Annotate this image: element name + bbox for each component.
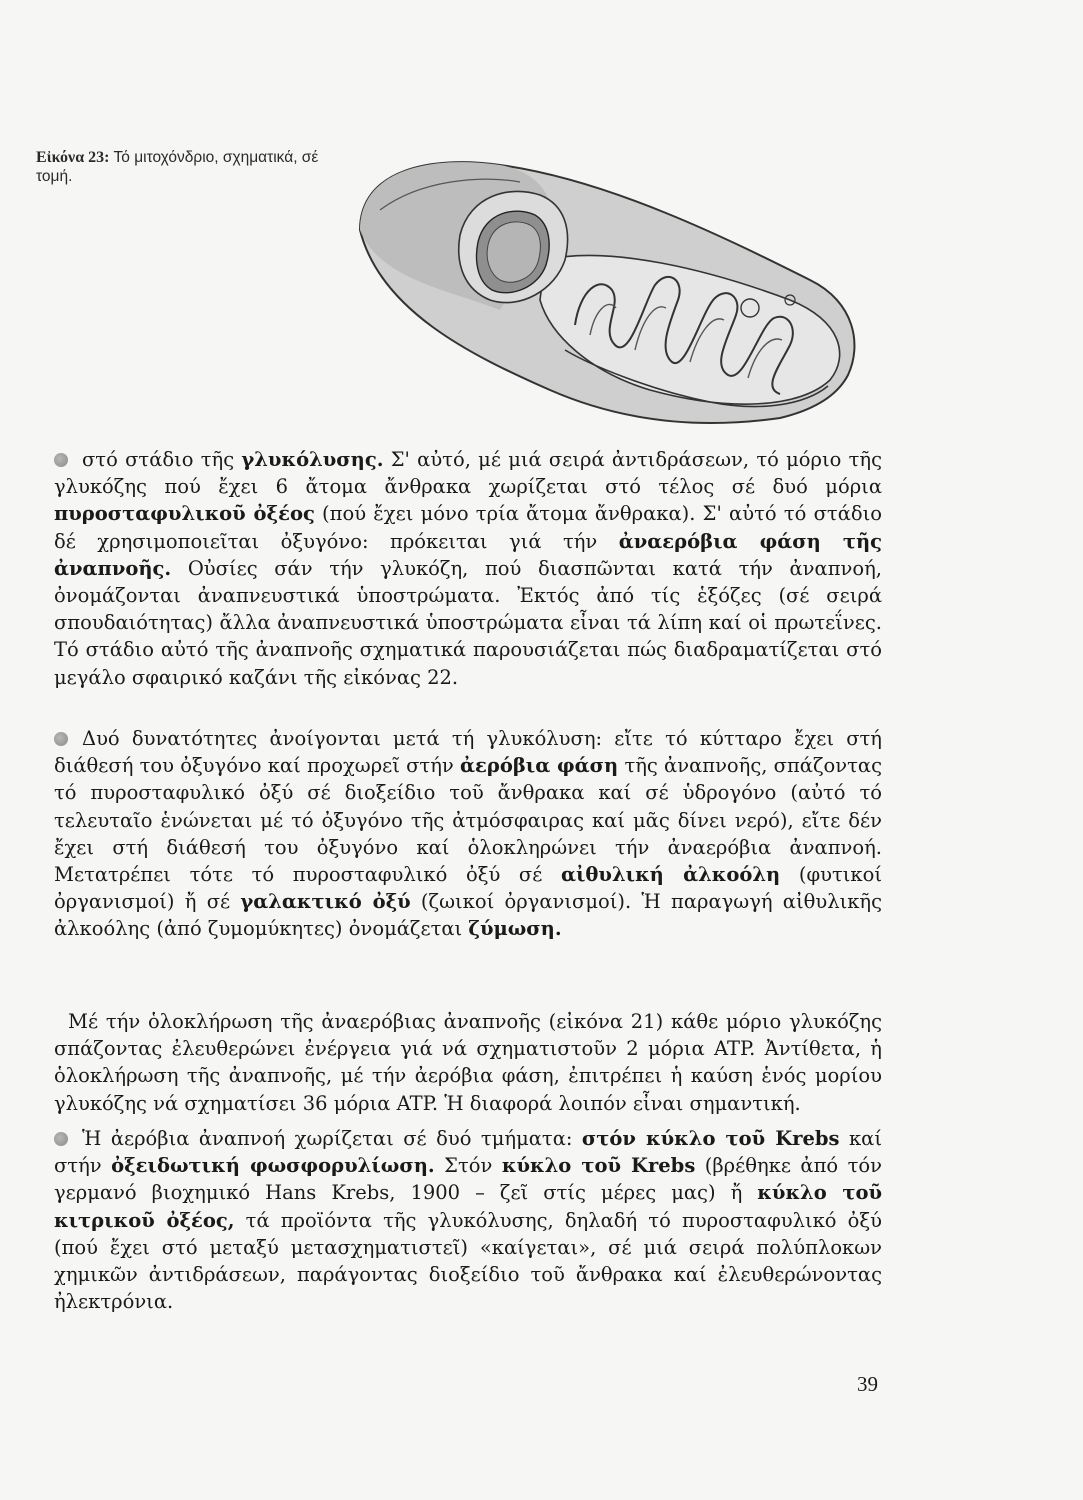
text-span: στό στάδιο τῆς — [82, 448, 242, 471]
bold-term: γλυκόλυσης. — [241, 448, 384, 471]
mitochondrion-figure — [350, 150, 870, 432]
text-span: τά προϊόντα τῆς γλυκόλυσης, δηλαδή τό πυροσταφυλικό ὀξύ (πού ἔχει στό μεταξύ μετασχηματιστεῖ) «καίγεται», σέ μιά σειρά πολύπλοκων χημικῶν ἀντιδράσεων, παράγοντας διοξείδιο τοῦ ἄνθρακα καί ἐλευθερώνοντας ἠλεκτρόνια. — [54, 1208, 882, 1314]
bold-term: ἀερόβια φάση — [459, 754, 619, 778]
paragraph-atp-comparison: Μέ τήν ὁλοκλήρωση τῆς ἀναερόβιας ἀναπνοῆς (εἰκόνα 21) κάθε μόριο γλυκόζης σπάζοντας ἐλευθερώνει ἐνέργεια γιά νά σχηματιστοῦν 2 μόρια ATP. Ἀντίθετα, ἡ ὁλοκλήρωση τῆς ἀναπνοῆς, μέ τήν ἀερόβια φάση, ἐπιτρέπει ἡ καύση ἑνός μορίου γλυκόζης νά σχηματίσει 36 μόρια ATP. Ἡ διαφορά λοιπόν εἶναι σημαντική. — [54, 1010, 882, 1115]
text-span: τῆς ἀναπνοῆς, σπάζοντας τό πυροσταφυλικό ὀξύ σέ διοξείδιο τοῦ ἄνθρακα καί σέ ὑδρογόνο (αὐτό τό τελευταῖο ἑνώνεται μέ τό ὀξυγόνο τῆς ἀτμόσφαιρας καί μᾶς δίνει νερό), εἴτε δέν ἔχει στή διάθεσή του ὀξυγόνο καί ὁλοκληρώνει τήν ἀναερόβια ἀναπνοή. Μετατρέπει τότε τό πυροσταφυλικό ὀξύ σέ — [54, 754, 883, 887]
text-span: Σ' αὐτό, μέ μιά σειρά ἀντιδράσεων, τό μόριο τῆς γλυκόζης πού ἔχει 6 ἄτομα ἄνθρακα χωρίζεται στό τέλος σέ δυό μόρια — [54, 448, 882, 499]
text-span: Στόν — [434, 1154, 502, 1178]
bold-term: κύκλο τοῦ Krebs — [501, 1154, 696, 1178]
bullet-icon — [54, 453, 68, 467]
paragraph-two-possibilities — [54, 725, 882, 943]
figure-caption — [36, 148, 336, 186]
bold-term: κύκλο τοῦ κιτρικοῦ ὀξέος, — [54, 1181, 883, 1232]
bold-term: πυροσταφυλικοῦ ὀξέος — [54, 502, 315, 526]
text-span: (πού ἔχει μόνο τρία ἄτομα ἄνθρακα). Σ' αὐτό τό στάδιο δέ χρησιμοποιεῖται ὀξυγόνο: πρόκειται γιά τήν — [54, 502, 882, 553]
paragraph-glycolysis — [54, 446, 882, 691]
bold-term: γαλακτικό ὀξύ — [240, 890, 411, 914]
text-span: (ζωικοί ὀργανισμοί). Ἡ παραγωγή αἰθυλικῆς ἀλκοόλης (ἀπό ζυμομύκητες) ὀνομάζεται — [54, 890, 883, 941]
paragraph-krebs-cycle — [54, 1125, 882, 1315]
bold-term: στόν κύκλο τοῦ Krebs — [581, 1127, 840, 1150]
text-span: (βρέθηκε ἀπό τόν γερμανό βιοχημικό Hans Krebs, 1900 – ζεῖ στίς μέρες μας) ἤ — [54, 1154, 882, 1205]
text-span: καί στήν — [54, 1127, 882, 1178]
page-number: 39 — [857, 1372, 878, 1396]
bold-term: αἰθυλική ἀλκοόλη — [560, 863, 781, 887]
text-span: Οὐσίες σάν τήν γλυκόζη, πού διασπῶνται κατά τήν ἀναπνοή, ὀνομάζονται ἀναπνευστικά ὑποστρώματα. Ἐκτός ἀπό τίς ἑξόζες (σέ σειρά σπουδαιότητας) ἄλλα ἀναπνευστικά ὑποστρώματα εἶναι τά λίπη καί οἱ πρωτεΐνες. Τό στάδιο αὐτό τῆς ἀναπνοῆς σχηματικά παρουσιάζεται πώς διαδραματίζεται στό μεγάλο σφαιρικό καζάνι τῆς εἰκόνας 22. — [54, 556, 882, 689]
text-span: (φυτικοί ὀργανισμοί) ἤ σέ — [54, 863, 882, 914]
bold-term: ζύμωση. — [468, 917, 562, 941]
figure-caption-label: Εἰκόνα 23: — [36, 149, 110, 166]
figure-caption-text: Τό μιτοχόνδριο, σχηματικά, σέ τομή. — [36, 149, 319, 185]
bullet-icon — [54, 1132, 68, 1146]
text-span: Ἡ ἀερόβια ἀναπνοή χωρίζεται σέ δυό τμήματα: — [82, 1127, 582, 1150]
mitochondrion-icon — [360, 162, 854, 423]
bold-term: ὀξειδωτική φωσφορυλίωση. — [111, 1154, 435, 1178]
text-span: Δυό δυνατότητες ἀνοίγονται μετά τή γλυκόλυση: εἴτε τό κύτταρο ἔχει στή διάθεσή του ὀξυγόνο καί προχωρεῖ στήν — [54, 727, 882, 778]
bold-term: ἀναερόβια φάση τῆς ἀναπνοῆς. — [54, 529, 882, 580]
bullet-icon — [54, 732, 68, 746]
